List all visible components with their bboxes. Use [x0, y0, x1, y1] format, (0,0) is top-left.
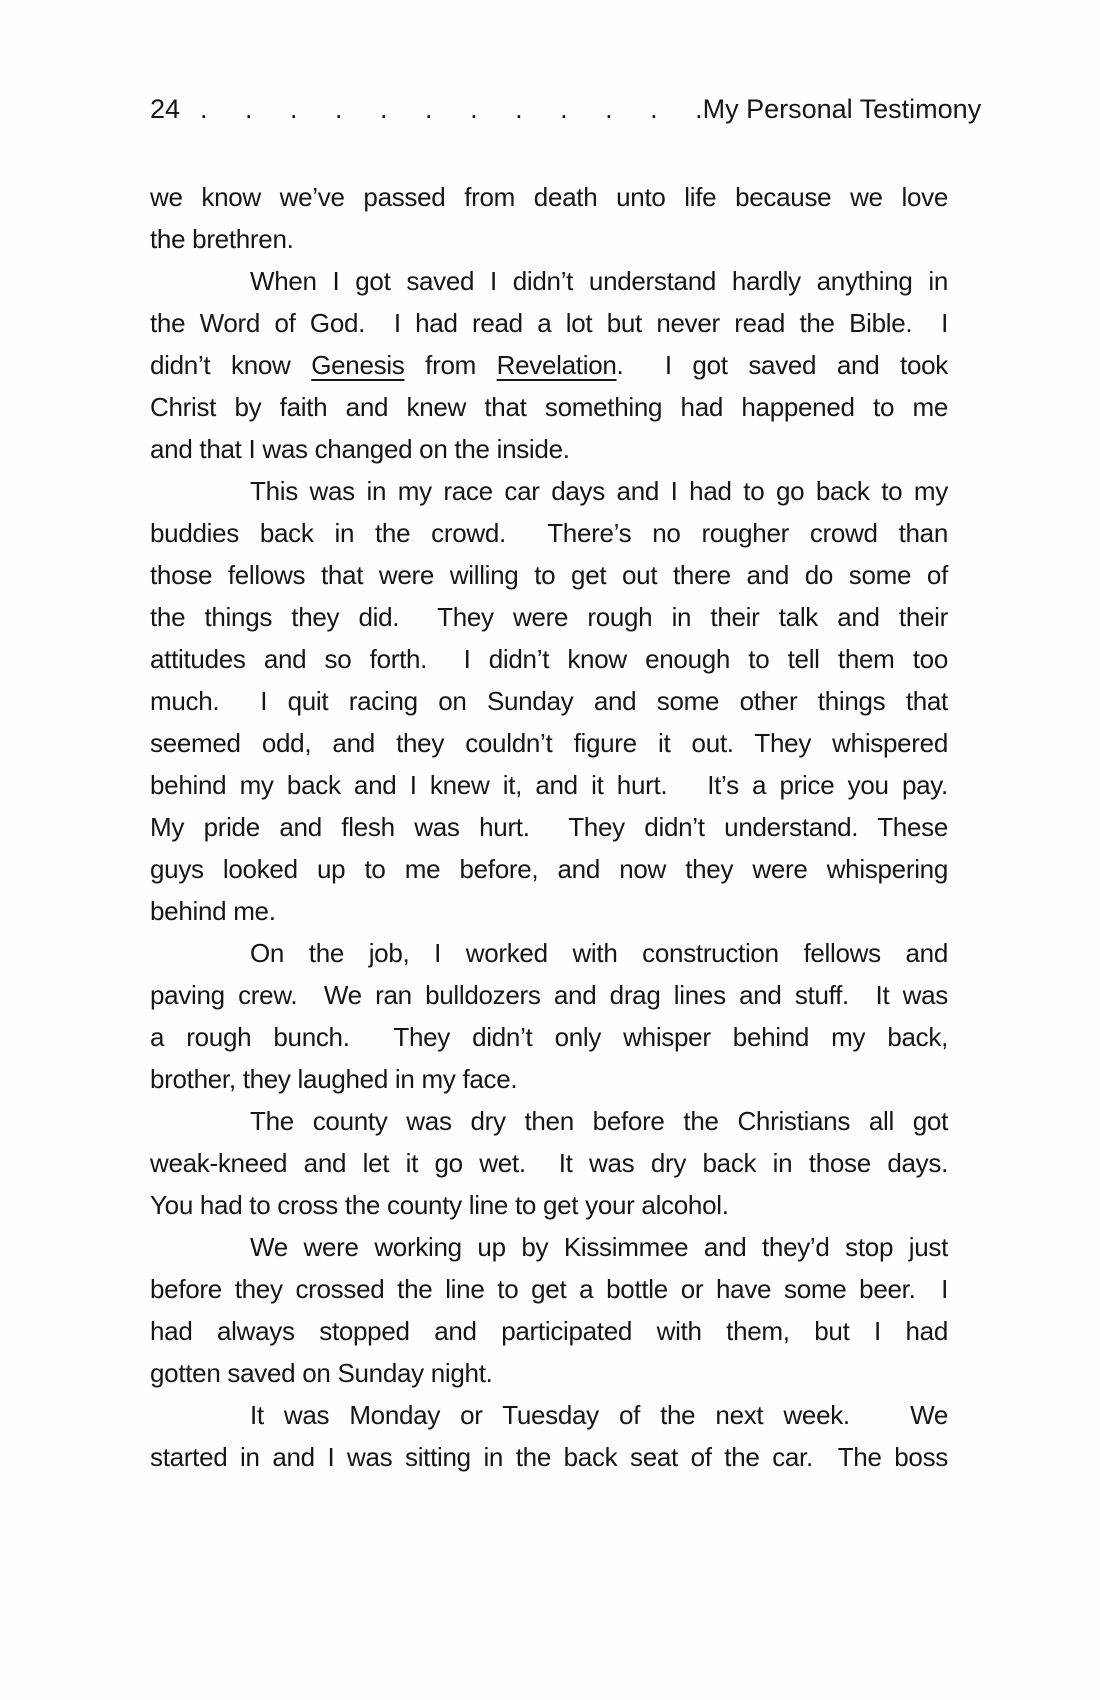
- text-line: When I got saved I didn’t understand hardly anything in: [250, 266, 948, 296]
- text-line: didn’t know Genesis from Revelation. I got saved and took: [150, 350, 949, 380]
- text-line: those fellows that were willing to get out there and do some of: [150, 560, 948, 590]
- text-line: we know we’ve passed from death unto life because we love: [150, 182, 948, 212]
- page-number: 24: [150, 94, 181, 124]
- paragraph: [150, 1394, 948, 1478]
- text-line: On the job, I worked with construction fellows and: [250, 938, 948, 968]
- underlined-word: Genesis: [311, 350, 405, 380]
- text-line: started in and I was sitting in the back seat of the car. The boss: [150, 1442, 948, 1472]
- underlined-word: Revelation: [496, 350, 617, 380]
- text-line: behind me.: [150, 896, 276, 926]
- text-line: guys looked up to me before, and now they were whispering: [150, 854, 948, 884]
- text-line: buddies back in the crowd. There’s no rougher crowd than: [150, 518, 948, 548]
- paragraph: [150, 176, 948, 260]
- text-line: This was in my race car days and I had to go back to my: [250, 476, 948, 506]
- text-line: and that I was changed on the inside.: [150, 434, 570, 464]
- text-line: behind my back and I knew it, and it hurt. It’s a price you pay.: [150, 770, 948, 800]
- text-line: We were working up by Kissimmee and they’d stop just: [250, 1232, 948, 1262]
- running-header: [150, 92, 982, 126]
- text-line: weak-kneed and let it go wet. It was dry back in those days.: [150, 1148, 948, 1178]
- text-line: a rough bunch. They didn’t only whisper behind my back,: [150, 1022, 948, 1052]
- text-line: before they crossed the line to get a bottle or have some beer. I: [150, 1274, 948, 1304]
- text-line: the Word of God. I had read a lot but never read the Bible. I: [150, 308, 948, 338]
- paragraph: [150, 1226, 948, 1394]
- text-line: brother, they laughed in my face.: [150, 1064, 518, 1094]
- page-body: [150, 176, 948, 1478]
- text-line: had always stopped and participated with them, but I had: [150, 1316, 948, 1346]
- paragraph: [150, 1100, 948, 1226]
- text-line: You had to cross the county line to get your alcohol.: [150, 1190, 729, 1220]
- page-content: [150, 92, 982, 1478]
- text-line: seemed odd, and they couldn’t figure it out. They whispered: [150, 728, 948, 758]
- text-line: paving crew. We ran bulldozers and drag lines and stuff. It was: [150, 980, 948, 1010]
- paragraph: [150, 932, 948, 1100]
- text-line: much. I quit racing on Sunday and some other things that: [150, 686, 948, 716]
- paragraph: [150, 260, 948, 470]
- paragraph: [150, 470, 948, 932]
- text-line: gotten saved on Sunday night.: [150, 1358, 493, 1388]
- text-line: the brethren.: [150, 224, 294, 254]
- page-title: My Personal Testimony: [702, 94, 982, 124]
- text-line: It was Monday or Tuesday of the next week. We: [250, 1400, 948, 1430]
- text-line: Christ by faith and knew that something had happened to me: [150, 392, 948, 422]
- text-line: My pride and flesh was hurt. They didn’t understand. These: [150, 812, 948, 842]
- dot-leader: . . . . . . . . . . . .: [200, 94, 703, 124]
- text-line: The county was dry then before the Christians all got: [250, 1106, 948, 1136]
- text-line: the things they did. They were rough in their talk and their: [150, 602, 948, 632]
- text-line: attitudes and so forth. I didn’t know enough to tell them too: [150, 644, 948, 674]
